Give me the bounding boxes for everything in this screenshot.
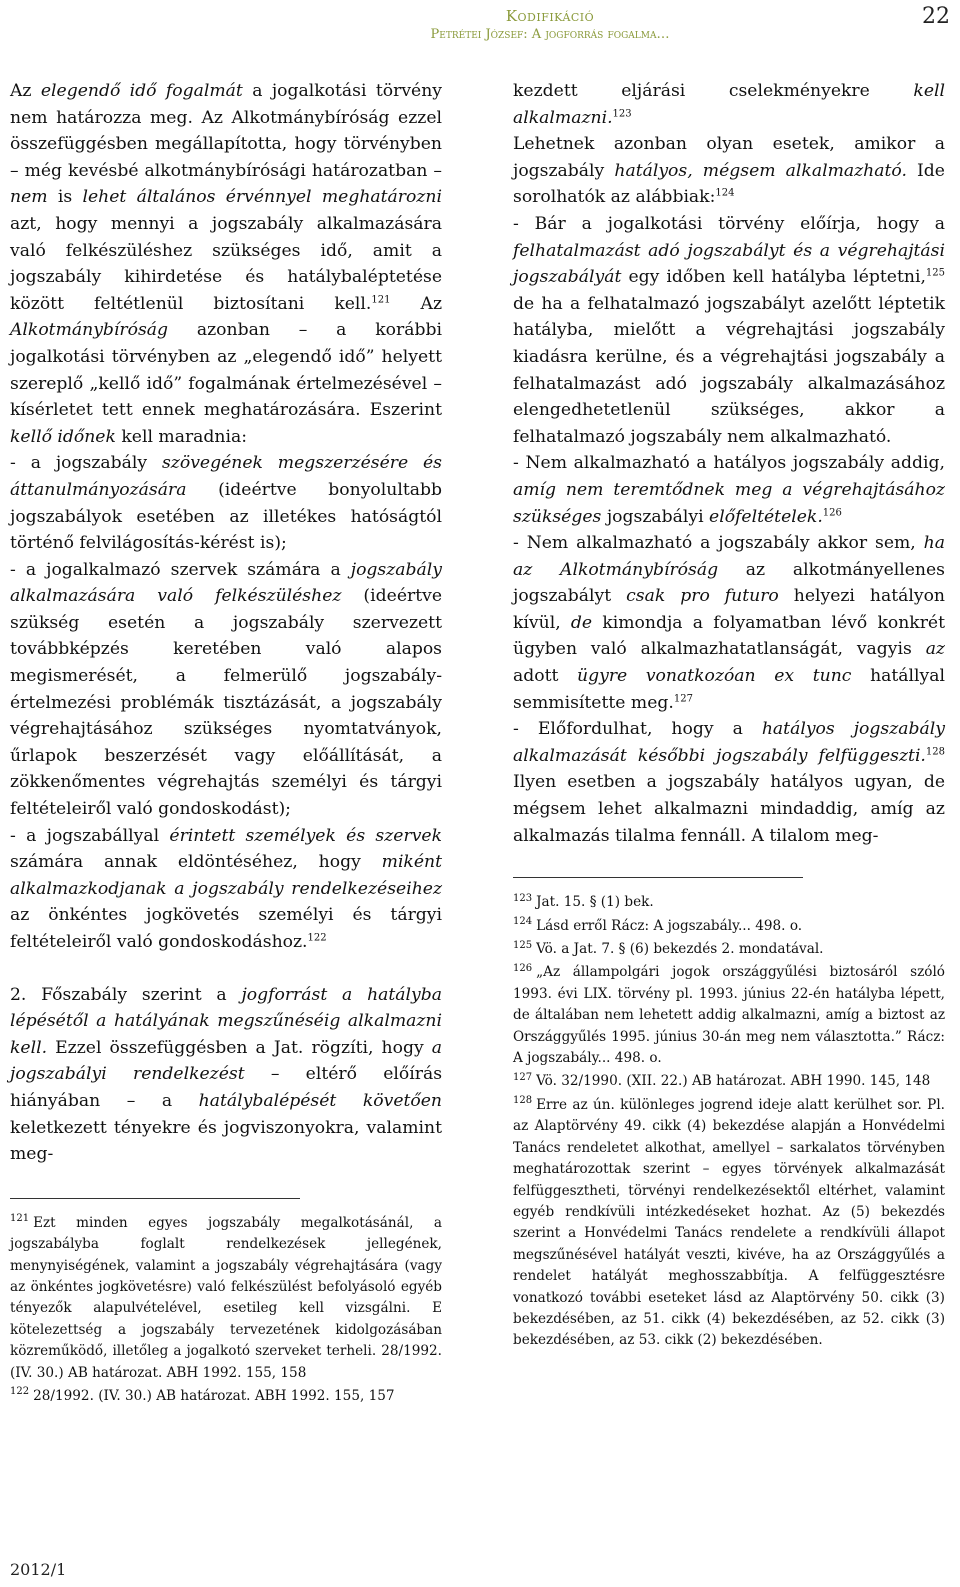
page-number: 22 bbox=[922, 4, 950, 29]
footnote-ref[interactable]: 121 bbox=[371, 294, 391, 306]
journal-title: Kodifikáció bbox=[505, 7, 595, 25]
running-header bbox=[420, 6, 680, 44]
list-item: - Előfordulhat, hogy a hatályos jogszabály alkalmazását későbbi jogszabály felfüggeszti.$^{128}$ Ilyen esetben a jogszabály hatályos ugyan, de mégsem lehet alkalmazni mindaddig, amíg az alkalmazás tilalma fennáll. A tilalom meg- bbox=[513, 719, 945, 846]
list-item: - a jogalkalmazó szervek számára a jogszabály alkalmazására való felkészüléshez (ideértve szükség esetén a jogszabály szervezett továbbképzés keretében való alapos megismerését, a felmerülő jogszabály-értelmezési problémák tisztázását, a jogszabály végrehajtásához szükséges nyomtatványok, űrlapok beszerzését vagy előállítását, a zökkenőmentes végrehajtás személyi és tárgyi feltételeiről való gondoskodást); bbox=[10, 559, 442, 820]
footnote-ref[interactable]: 128 bbox=[925, 746, 945, 758]
list-item: - a jogszabály szövegének megszerzésére és áttanulmányozására (ideértve bonyolultabb jogszabályok esetében az illetékes hatóságtól történő felvilágosítás-kérést is); bbox=[10, 453, 443, 554]
footnote: $^{124}$ Lásd erről Rácz: A jogszabály... 498. o. bbox=[513, 916, 803, 934]
footnote-divider bbox=[513, 877, 803, 878]
footnote-ref[interactable]: 123 bbox=[612, 107, 632, 119]
footnote-ref[interactable]: 122 bbox=[307, 932, 327, 944]
list-item: - Bár a jogalkotási törvény előírja, hogy a felhatalmazást adó jogszabályt és a végrehajtási jogszabályát egy időben kell hatályba léptetni,$^{125}$ de ha a felhatalmazó jogszabályt azelőtt léptetik hatályba, mielőtt a végrehajtási jogszabály kiadásra kerülne, és a végrehajtási jogszabály a felhatalmazást adó jogszabály alkalmazásához elengedhetetlenül szükséges, akkor a felhatalmazó jogszabály nem alkalmazható. bbox=[513, 213, 945, 447]
footnote: $^{123}$ Jat. 15. § (1) bek. bbox=[513, 892, 654, 911]
list-item: - Nem alkalmazható a jogszabály akkor sem, ha az Alkotmánybíróság az alkotmányellenes jogszabályt csak pro futuro helyezi hatályon kívül, de kimondja a folyamatban lévő konkrét ügyben való alkalmazhatatlanságát, vagyis az adott ügyre vonatkozóan ex tunc hatállyal semmisítette meg.$^{127}$ bbox=[513, 533, 945, 713]
footnote-ref[interactable]: 126 bbox=[822, 506, 842, 518]
footnote: $^{127}$ Vö. 32/1990. (XII. 22.) AB határozat. ABH 1990. 145, 148 bbox=[513, 1071, 931, 1090]
list-item: - a jogszabállyal érintett személyek és szervek számára annak eldöntéséhez, hogy miként alkalmazkodjanak a jogszabály rendelkezéseihez az önkéntes jogkövetés személyi és tárgyi feltételeiről való gondoskodáshoz.$^{122}$ bbox=[10, 825, 442, 952]
right-column bbox=[513, 78, 945, 1354]
footnote: $^{126}$ „Az állampolgári jogok országgyűlési biztosáról szóló 1993. évi LIX. törvény pl. 1993. június 22-én hatályba lépett, de általában nem lehetett addig alkalmazni, amíg a biztost az Országgyűlés 1995. június 30-án meg nem választotta.” Rácz: A jogszabály... 498. o. bbox=[513, 962, 945, 1067]
footnote-ref[interactable]: 125 bbox=[925, 267, 945, 279]
article-running-title: Petrétei József: A jogforrás fogalma… bbox=[430, 27, 670, 42]
footnote: $^{125}$ Vö. a Jat. 7. § (6) bekezdés 2. mondatával. bbox=[513, 939, 824, 958]
paragraph: kezdett eljárási cselekményekre kell alkalmazni.$^{123}$ bbox=[513, 81, 945, 128]
footnote-ref[interactable]: 124 bbox=[715, 187, 735, 199]
issue-number: 2012/1 bbox=[10, 1560, 67, 1579]
footnote: $^{122}$ 28/1992. (IV. 30.) AB határozat. ABH 1992. 155, 157 bbox=[10, 1386, 395, 1404]
footnote: $^{128}$ Erre az ún. különleges jogrend ideje alatt kerülhet sor. Pl. az Alaptörvény 49. cikk (4) bekezdése alapján a Honvédelmi Tanács rendeletet alkothat, amellyel – sarkalatos törvényben meghatározottak szerint – egyes törvények alkalmazását felfüggesztheti, törvényi rendelkezésektől eltérhet, valamint egyéb rendkívüli intézkedéseket hozhat. Az (5) bekezdés szerint a Honvédelmi Tanács rendelete a rendkívüli állapot megszűnésével hatályát veszti, kivéve, ha az Országgyűlés a rendelet hatályát meghosszabbítja. A felfüggesztésre vonatkozó további eseteket lásd az Alaptörvény 50. cikk (3) bekezdésében, az 51. cikk (4) bekezdésében, az 52. cikk (3) bekezdésében, az 53. cikk (2) bekezdésében. bbox=[513, 1095, 945, 1349]
paragraph: 2. Főszabály szerint a jogforrást a hatályba lépésétől a hatályának megszűnéséig alkalmazni kell. Ezzel összefüggésben a Jat. rögzíti, hogy a jogszabályi rendelkezést – eltérő előírás hiányában – a hatálybalépését követően keletkezett tényekre és jogviszonyokra, valamint meg- bbox=[10, 984, 443, 1165]
footnote-divider bbox=[10, 1198, 300, 1199]
list-item: - Nem alkalmazható a hatályos jogszabály addig, amíg nem teremtődnek meg a végrehajtásához szükséges jogszabályi előfeltételek.$^{126}$ bbox=[513, 453, 945, 527]
left-column bbox=[10, 78, 442, 1409]
paragraph: Lehetnek azonban olyan esetek, amikor a jogszabály hatályos, mégsem alkalmazható. Ide sorolhatók az alábbiak:$^{124}$ bbox=[513, 134, 945, 208]
footnote-ref[interactable]: 127 bbox=[673, 692, 693, 704]
paragraph: Az elegendő idő fogalmát a jogalkotási törvény nem határozza meg. Az Alkotmánybíróság ezzel összefüggésben megállapította, hogy törvényben – még kevésbé alkotmánybírósági határozatban – nem is lehet általános érvénnyel meghatározni azt, hogy mennyi a jogszabály alkalmazására való felkészüléshez szükséges idő, amit a jogszabály kihirdetése és hatálybaléptetése között feltétlenül biztosítani kell.$^{121}$ Az Alkotmánybíróság azonban – a korábbi jogalkotási törvényben az „elegendő idő” helyett szereplő „kellő idő” fogalmának értelmezésével – kísérletet tett ennek meghatározására. Eszerint kellő időnek kell maradnia: bbox=[10, 81, 442, 447]
footnote: $^{121}$ Ezt minden egyes jogszabály megalkotásánál, a jogszabályba foglalt rendelkezések jellegének, menynyiségének, valamint a jogszabály végrehajtására (vagy az önkéntes jogkövetésre) való felkészülést befolyásoló egyéb tényezők alapulvételével, esetileg kell vizsgálni. E kötelezettség a jogszabály tervezetének kidolgozásában közreműködő, illetőleg a jogalkotó szerveket terheli. 28/1992. (IV. 30.) AB határozat. ABH 1992. 155, 158 bbox=[10, 1213, 442, 1381]
